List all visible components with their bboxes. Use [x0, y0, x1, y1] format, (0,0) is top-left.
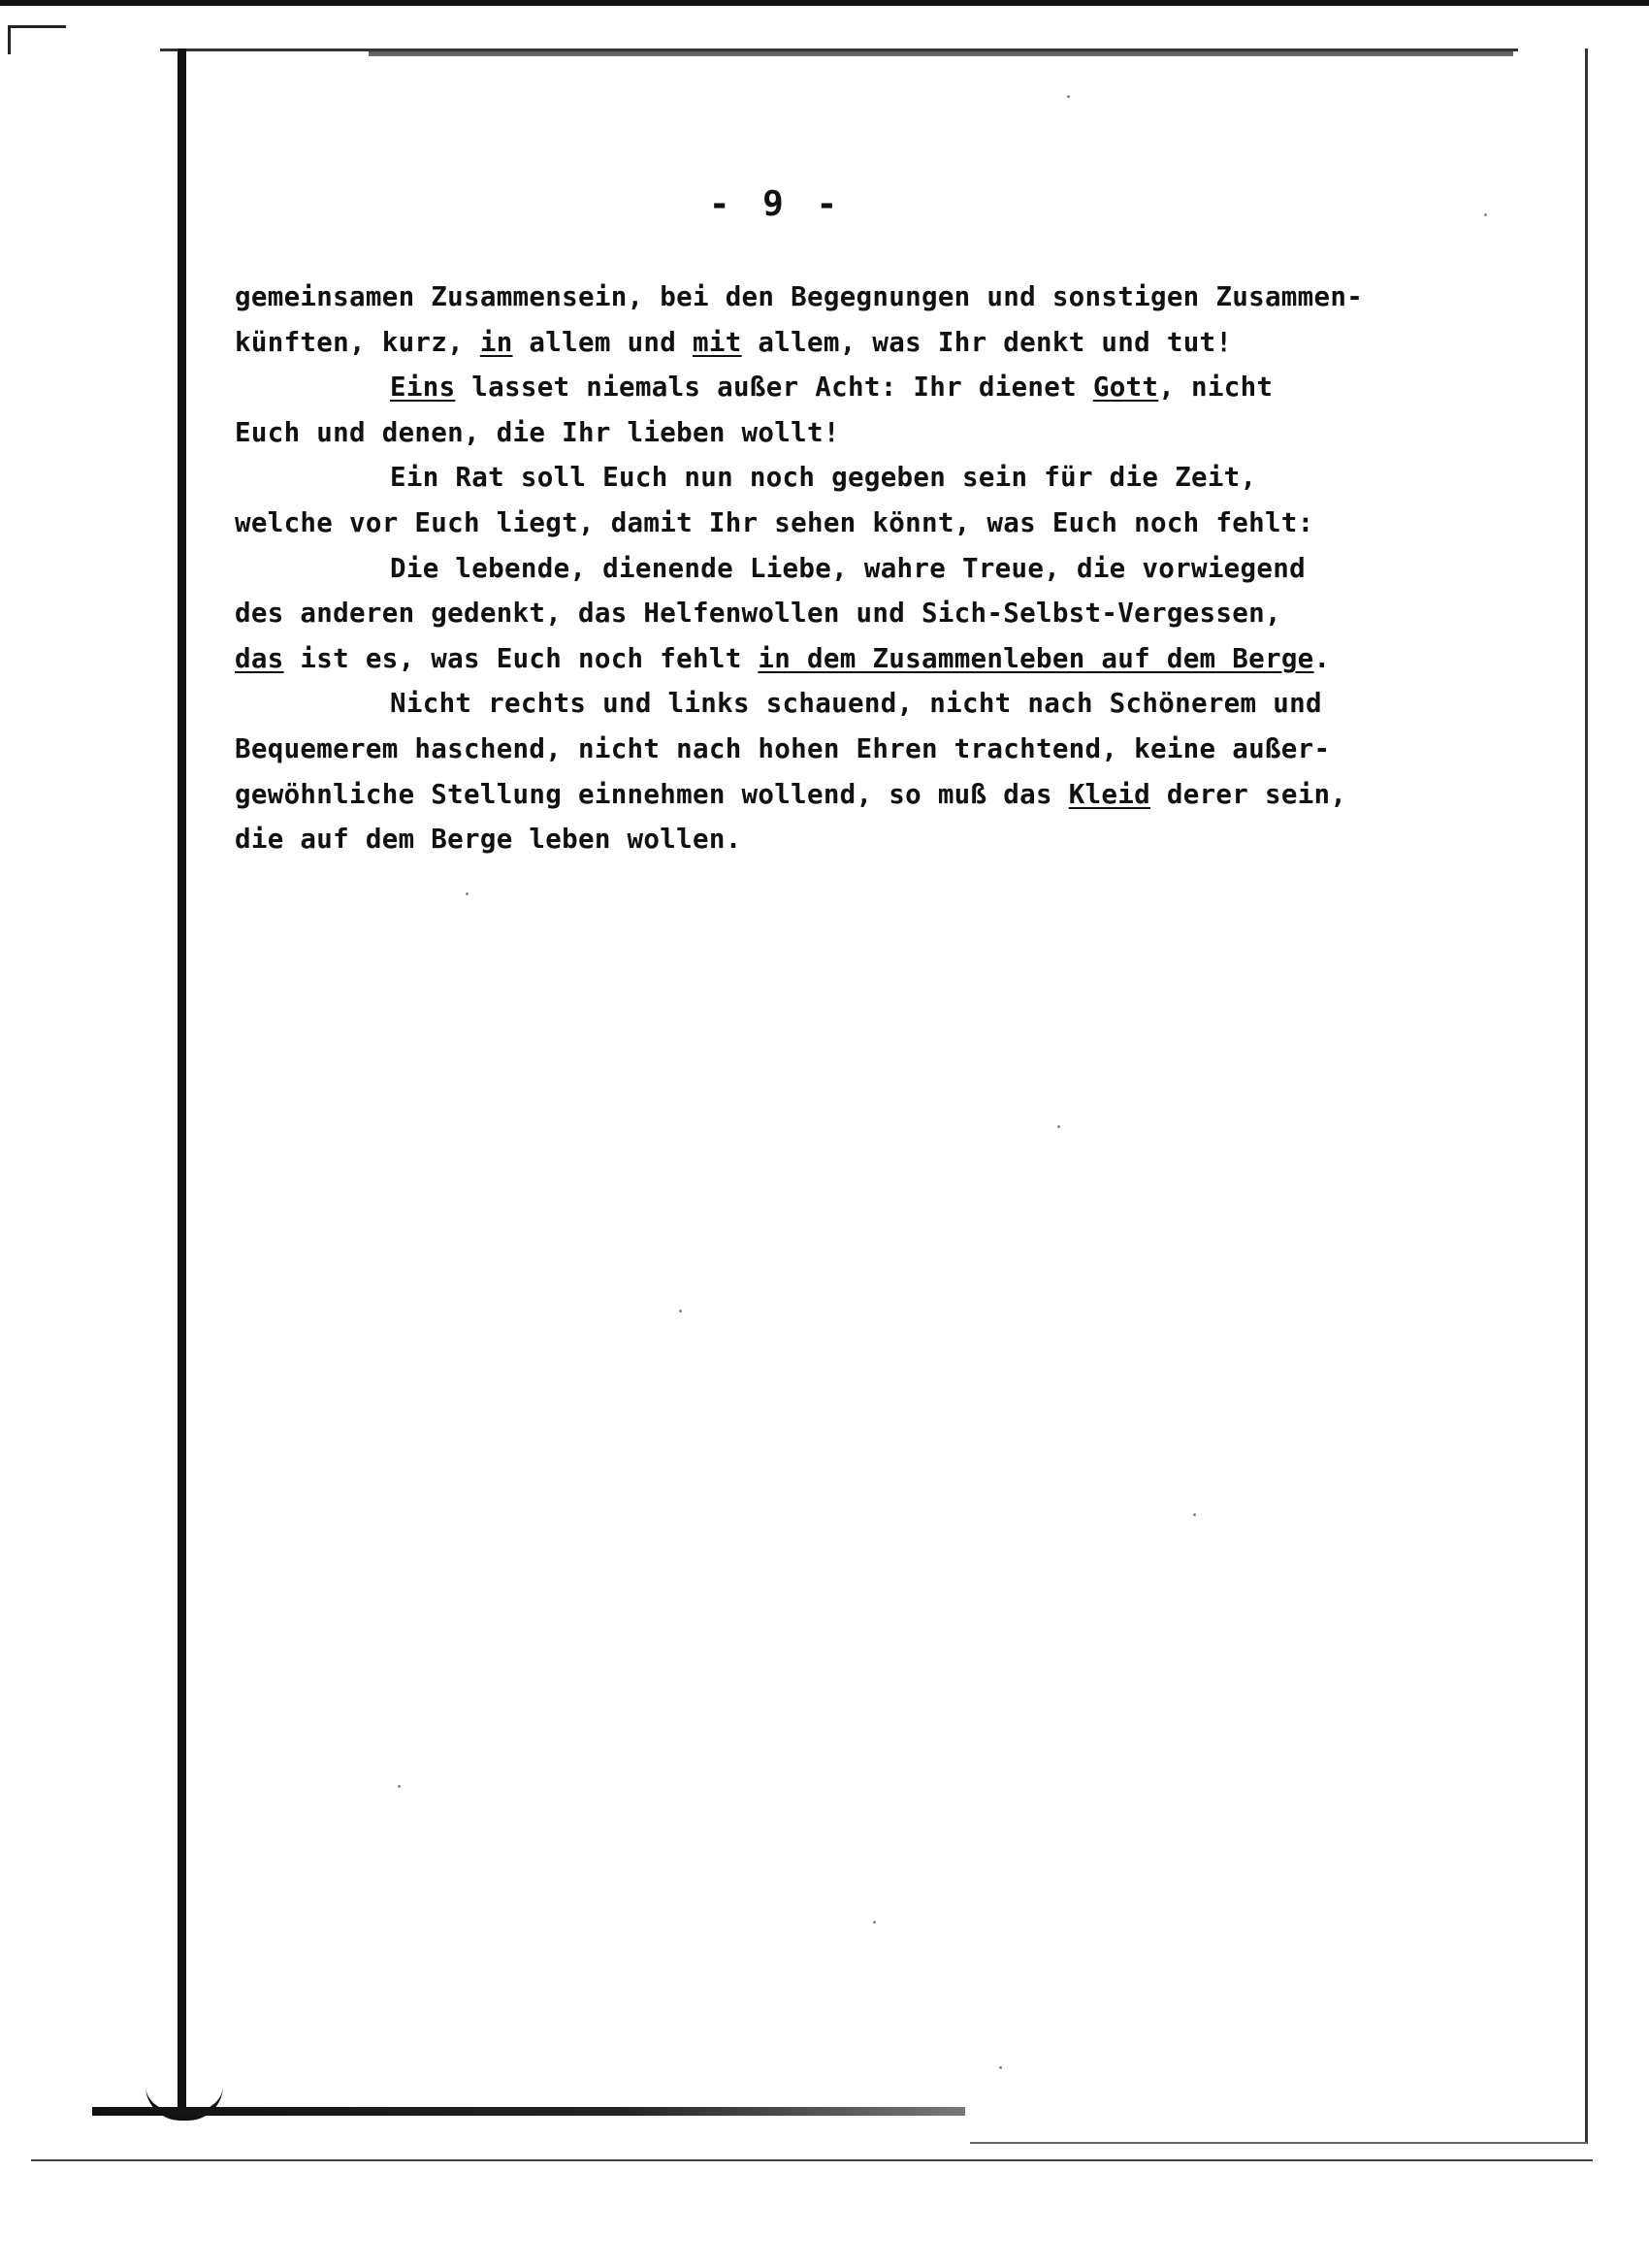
text-line	[235, 365, 1554, 410]
underlined-text: Gott	[1092, 372, 1159, 404]
scan-bottom-rule-secondary	[970, 2142, 1587, 2144]
underlined-text: in dem Zusammenleben auf dem Berge	[758, 642, 1314, 674]
scan-speck	[1484, 213, 1487, 216]
text-run: derer sein,	[1149, 778, 1347, 810]
text-run: ist es, was Euch noch fehlt	[283, 642, 759, 674]
typed-body-text	[235, 275, 1554, 862]
text-run: allem, was Ihr denkt und tut!	[741, 326, 1233, 358]
scan-speck	[466, 892, 469, 895]
text-line	[235, 410, 1554, 456]
scan-speck	[1067, 95, 1070, 98]
scan-corner-vertical	[8, 25, 11, 54]
text-run: Ein Rat soll Euch nun noch gegeben sein für die Zeit,	[390, 462, 1257, 494]
text-run: des anderen gedenkt, das Helfenwollen und Sich-Selbst-Vergessen,	[235, 598, 1281, 630]
scan-speck	[679, 1310, 682, 1312]
scan-speck	[1193, 1513, 1196, 1516]
text-line	[235, 681, 1554, 727]
text-line	[235, 727, 1554, 772]
scan-top-rule-thick	[369, 50, 1513, 56]
scan-binding-spine	[178, 49, 186, 2113]
text-line	[235, 320, 1554, 366]
text-line	[235, 455, 1554, 501]
text-run: , nicht	[1158, 372, 1274, 404]
text-run: Euch und denen, die Ihr lieben wollt!	[235, 416, 840, 448]
scan-speck	[1057, 1125, 1060, 1128]
scan-speck	[873, 1921, 876, 1924]
text-line	[235, 546, 1554, 592]
scan-corner-horizontal	[8, 25, 66, 28]
scan-speck	[398, 1785, 401, 1788]
text-run: gemeinsamen Zusammensein, bei den Begegnungen und sonstigen Zusammen-	[235, 281, 1364, 312]
text-line	[235, 636, 1554, 682]
scan-speck	[999, 2066, 1002, 2069]
scan-binding-base	[92, 2107, 965, 2116]
text-run: Bequemerem haschend, nicht nach hohen Ehren trachtend, keine außer-	[235, 732, 1331, 764]
text-line	[235, 501, 1554, 546]
underlined-text: Eins	[390, 372, 456, 404]
text-run: die auf dem Berge leben wollen.	[235, 824, 742, 856]
underlined-text: das	[235, 642, 284, 674]
text-run: Nicht rechts und links schauend, nicht nach Schönerem und	[390, 688, 1322, 720]
text-line	[235, 772, 1554, 818]
text-line	[235, 591, 1554, 636]
scan-frame-top	[0, 0, 1649, 6]
text-run: welche vor Euch liegt, damit Ihr sehen könnt, was Euch noch fehlt:	[235, 506, 1314, 538]
text-run: .	[1313, 642, 1331, 674]
text-run: allem und	[512, 326, 693, 358]
text-line	[235, 817, 1554, 862]
text-line	[235, 275, 1554, 320]
underlined-text: in	[479, 326, 513, 358]
text-run: gewöhnliche Stellung einnehmen wollend, so muß das	[235, 778, 1069, 810]
scan-right-edge	[1585, 49, 1588, 2144]
text-run: künften, kurz,	[235, 326, 480, 358]
underlined-text: Kleid	[1068, 778, 1150, 810]
page-number: - 9 -	[708, 184, 844, 224]
scan-bottom-rule	[31, 2159, 1593, 2161]
text-run: Die lebende, dienende Liebe, wahre Treue, die vorwiegend	[390, 552, 1306, 584]
underlined-text: mit	[693, 326, 742, 358]
text-run: lasset niemals außer Acht: Ihr dienet	[455, 372, 1093, 404]
